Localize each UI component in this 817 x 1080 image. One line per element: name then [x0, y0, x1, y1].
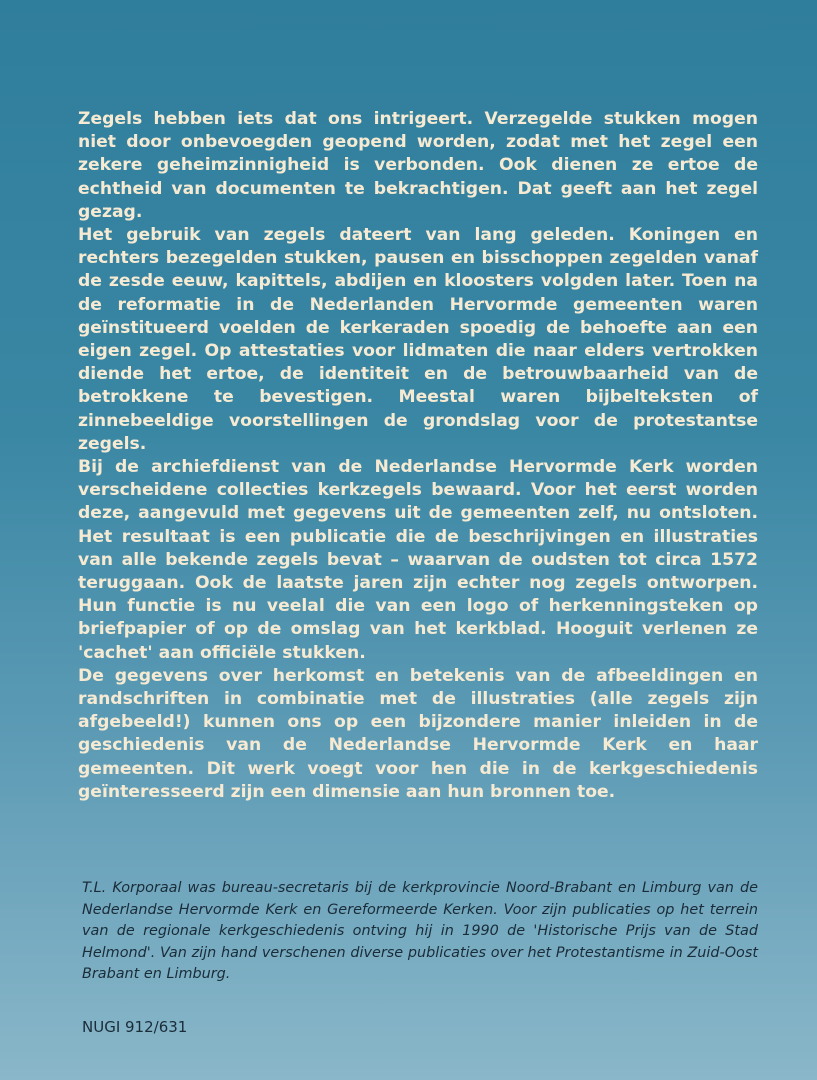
author-bio: T.L. Korporaal was bureau-secretaris bij de kerkprovincie Noord-Brabant en Limburg van de Nederlandse Hervormde Kerk en Gereformeerde Kerken. Voor zijn publicaties op het terrein van de regionale kerkgeschiedenis ontving hij in 1990 de 'Historische Prijs van de Stad Helmond'. Van zijn hand verschenen diverse publicaties over het Protestantisme in Zuid-Oost Brabant en Limburg.	[82, 880, 758, 983]
nugi-code: NUGI 912/631	[82, 1018, 188, 1036]
blurb-paragraph-1: Zegels hebben iets dat ons intrigeert. Verzegelde stukken mogen niet door onbevoegden geopend worden, zodat met het zegel een zekere geheimzinnigheid is verbonden. Ook dienen ze ertoe de echtheid van documenten te bekrachtigen. Dat geeft aan het zegel gezag.	[78, 109, 758, 222]
blurb-text	[78, 108, 758, 804]
blurb-paragraph-3: Bij de archiefdienst van de Nederlandse Hervormde Kerk worden verscheidene collecties kerkzegels bewaard. Voor het eerst worden deze, aangevuld met gegevens uit de gemeenten zelf, nu ontsloten. Het resultaat is een publicatie die de beschrijvingen en illustraties van alle bekende zegels bevat – waarvan de oudsten tot circa 1572 teruggaan. Ook de laatste jaren zijn echter nog zegels ontworpen. Hun functie is nu veelal die van een logo of herkenningsteken op briefpapier of op de omslag van het kerkblad. Hooguit verlenen ze 'cachet' aan officiële stukken.	[78, 457, 758, 663]
blurb-paragraph-2: Het gebruik van zegels dateert van lang geleden. Koningen en rechters bezegelden stukken, pausen en bisschoppen zegelden vanaf de zesde eeuw, kapittels, abdijen en kloosters volgden later. Toen na de reformatie in de Nederlanden Hervormde gemeenten waren geïnstitueerd voelden de kerkeraden spoedig de behoefte aan een eigen zegel. Op attestaties voor lidmaten die naar elders vertrokken diende het ertoe, de identiteit en de betrouwbaarheid van de betrokkene te bevestigen. Meestal waren bijbelteksten of zinnebeeldige voorstellingen de grondslag voor de protestantse zegels.	[78, 225, 758, 454]
blurb-paragraph-4: De gegevens over herkomst en betekenis van de afbeeldingen en randschriften in combinatie met de illustraties (alle zegels zijn afgebeeld!) kunnen ons op een bijzondere manier inleiden in de geschiedenis van de Nederlandse Hervormde Kerk en haar gemeenten. Dit werk voegt voor hen die in de kerkgeschiedenis geïnteresseerd zijn een dimensie aan hun bronnen toe.	[78, 665, 758, 802]
